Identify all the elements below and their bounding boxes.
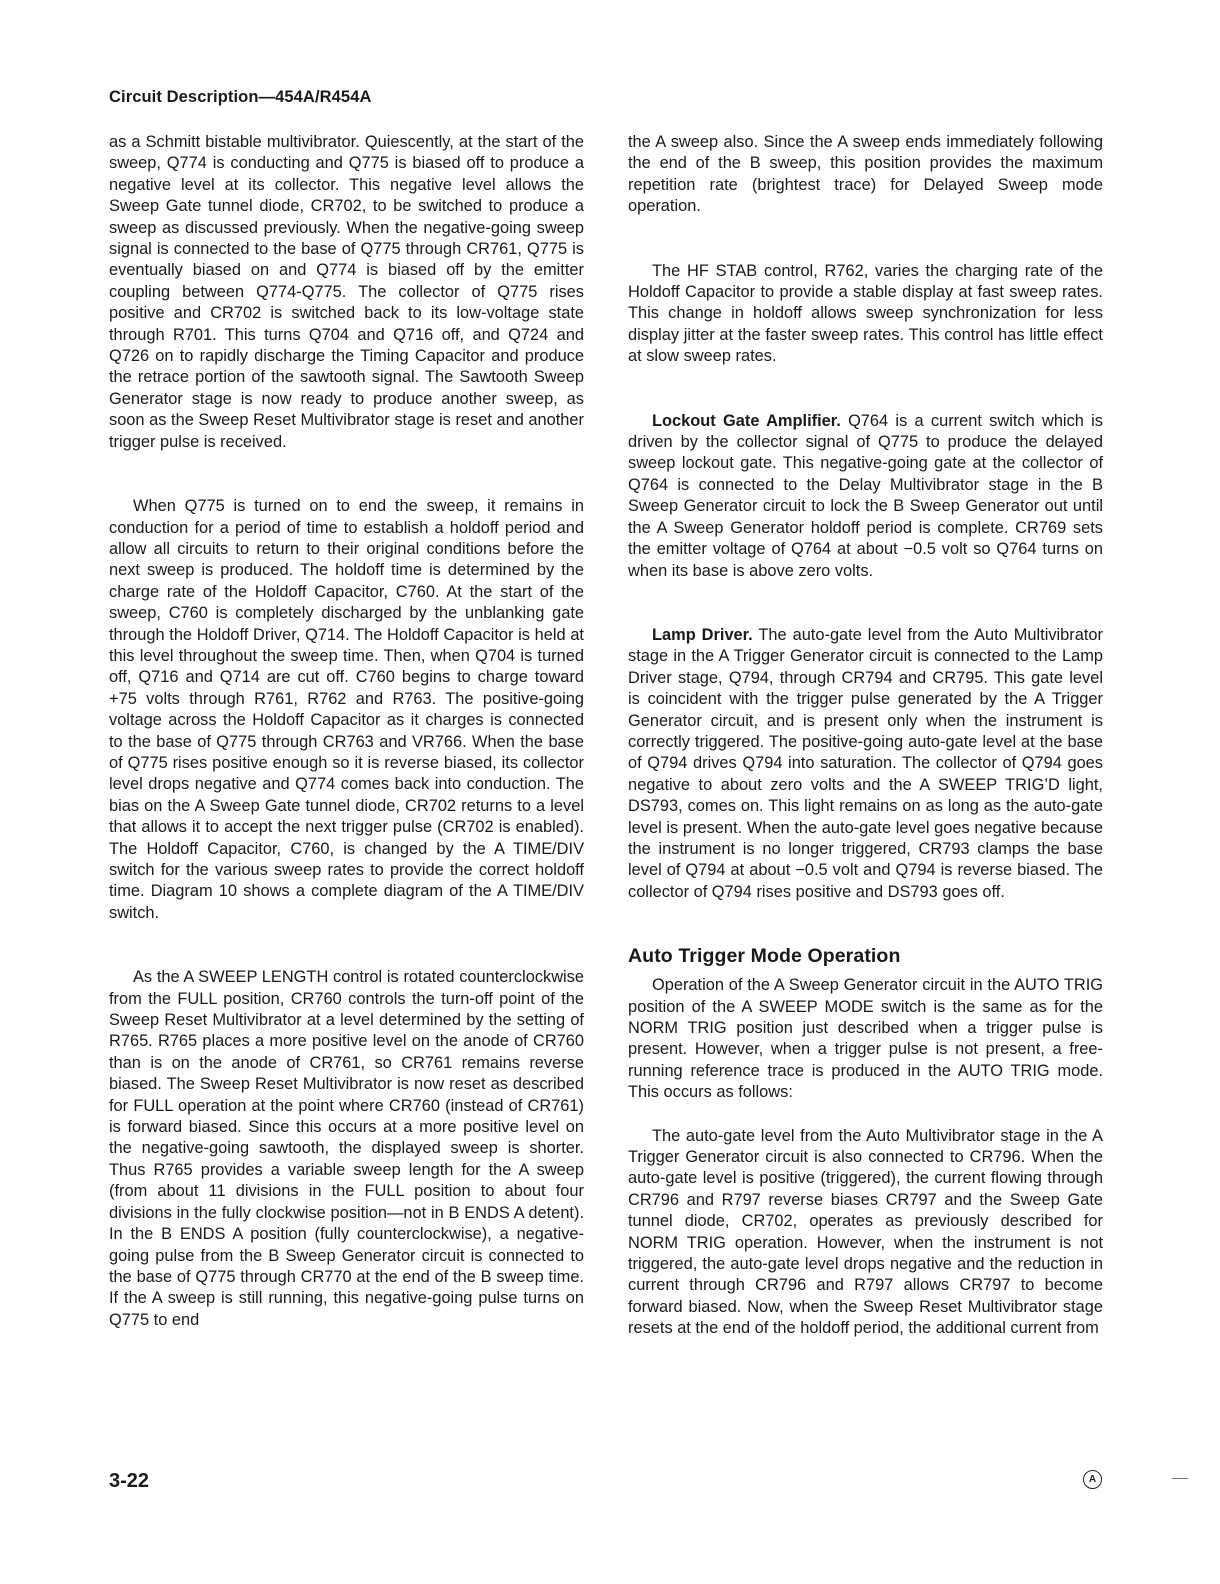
lockout-gate-text: Q764 is a current switch which is driven by the collector signal of Q775 to produce the delayed sweep lockout gate. This negative-going gate at the collector of Q764 is connected to the Delay Multivibrator stage in the B Sweep Generator circuit to lock the B Sweep Generator out until the A Sweep Generator holdoff period is complete. CR769 sets the emitter voltage of Q764 at about −0.5 volt so Q764 turns on when its base is above zero volts.	[628, 411, 1103, 580]
margin-dash	[1172, 1478, 1188, 1479]
lamp-driver-run-in-title: Lamp Driver.	[652, 625, 753, 644]
paragraph-auto-trig-operation: Operation of the A Sweep Generator circuit in the AUTO TRIG position of the A SWEEP MODE switch is the same as for the NORM TRIG position just described when a trigger pulse is present. However, when a trigger pulse is not present, a free-running reference trace is produced in the AUTO TRIG mode. This occurs as follows:	[628, 976, 1103, 1102]
paragraph-lamp-driver	[628, 625, 1103, 903]
revision-mark-icon: A	[1083, 1470, 1102, 1489]
paragraph-hf-stab: The HF STAB control, R762, varies the charging rate of the Holdoff Capacitor to provide a stable display at fast sweep rates. This change in holdoff allows sweep synchronization for less display jitter at the faster sweep rates. This control has little effect at slow sweep rates.	[628, 261, 1103, 366]
page-header: Circuit Description—454A/R454A	[109, 88, 372, 106]
left-column	[109, 132, 584, 1331]
paragraph-sweep-length: As the A SWEEP LENGTH control is rotated counterclockwise from the FULL position, CR760 controls the turn-off point of the Sweep Reset Multivibrator at a level determined by the setting of R765. R765 places a more positive level on the anode of CR760 than is on the anode of CR761, so CR761 remains reverse biased. The Sweep Reset Multivibrator is now reset as described for FULL operation at the point where CR760 (instead of CR761) is forward biased. Since this occurs at a more positive level on the negative-going sawtooth, the displayed sweep is shorter. Thus R765 provides a variable sweep length for the A sweep (from about 11 divisions in the FULL position to about four divisions in the fully clockwise position—not in B ENDS A detent). In the B ENDS A position (fully counterclockwise), a negative-going pulse from the B Sweep Generator circuit is connected to the base of Q775 through CR770 at the end of the B sweep time. If the A sweep is still running, this negative-going pulse turns on Q775 to end	[109, 968, 584, 1329]
paragraph-lockout-gate	[628, 411, 1103, 582]
lockout-gate-run-in-title: Lockout Gate Amplifier.	[652, 411, 841, 430]
paragraph-auto-gate: The auto-gate level from the Auto Multivibrator stage in the A Trigger Generator circuit is also connected to CR796. When the auto-gate level is positive (triggered), the current flowing through CR796 and R797 reverse biases CR797 and the Sweep Gate tunnel diode, CR702, operates as previously described for NORM TRIG operation. However, when the instrument is not triggered, the auto-gate level drops negative and the reduction in current through CR796 and R797 allows CR797 to become forward biased. Now, when the Sweep Reset Multivibrator stage resets at the end of the holdoff period, the additional current from	[628, 1126, 1103, 1338]
right-column	[628, 132, 1103, 1340]
paragraph-a-sweep-continued: the A sweep also. Since the A sweep ends immediately following the end of the B sweep, this position provides the maximum repetition rate (brightest trace) for Delayed Sweep mode operation.	[628, 133, 1103, 216]
lamp-driver-text: The auto-gate level from the Auto Multivibrator stage in the A Trigger Generator circuit is connected to the Lamp Driver stage, Q794, through CR794 and CR795. This gate level is coincident with the trigger pulse generated by the A Trigger Generator circuit, and is present only when the instrument is correctly triggered. The positive-going auto-gate level at the base of Q794 drives Q794 into saturation. The collector of Q794 goes negative to about zero volts and the A SWEEP TRIG’D light, DS793, comes on. This light remains on as long as the auto-gate level is present. When the auto-gate level goes negative because the instrument is no longer triggered, CR793 clamps the base level of Q794 at about −0.5 volt and Q794 is reverse biased. The collector of Q794 rises positive and DS793 goes off.	[628, 625, 1103, 901]
paragraph-holdoff: When Q775 is turned on to end the sweep, it remains in conduction for a period of time to establish a holdoff period and allow all circuits to return to their original conditions before the next sweep is produced. The holdoff time is determined by the charge rate of the Holdoff Capacitor, C760. At the start of the sweep, C760 is completely discharged by the unblanking gate through the Holdoff Driver, Q714. The Holdoff Capacitor is held at this level throughout the sweep time. Then, when Q704 is turned off, Q716 and Q714 are cut off. C760 begins to charge toward +75 volts through R761, R762 and R763. The positive-going voltage across the Holdoff Capacitor as it charges is connected to the base of Q775 through CR763 and VR766. When the base of Q775 rises positive enough so it is reverse biased, its collector level drops negative and Q774 comes back into conduction. The bias on the A Sweep Gate tunnel diode, CR702 returns to a level that allows it to accept the next trigger pulse (CR702 is enabled). The Holdoff Capacitor, C760, is changed by the A TIME/DIV switch for the various sweep rates to provide the correct holdoff time. Diagram 10 shows a complete diagram of the A TIME/DIV switch.	[109, 497, 584, 922]
section-heading-auto-trigger: Auto Trigger Mode Operation	[628, 945, 901, 968]
page-number: 3-22	[109, 1470, 150, 1492]
paragraph-schmitt-multivibrator: as a Schmitt bistable multivibrator. Quiescently, at the start of the sweep, Q774 is conducting and Q775 is biased off to produce a negative level at its collector. This negative level allows the Sweep Gate tunnel diode, CR702, to be switched to produce a sweep as discussed previously. When the negative-going sweep signal is connected to the base of Q775 through CR761, Q775 is eventually biased on and Q774 is biased off by the emitter coupling between Q774-Q775. The collector of Q775 rises positive and CR702 is switched back to its low-voltage state through R701. This turns Q704 and Q716 off, and Q724 and Q726 on to rapidly discharge the Timing Capacitor and produce the retrace portion of the sawtooth signal. The Sawtooth Sweep Generator stage is now ready to produce another sweep, as soon as the Sweep Reset Multivibrator stage is reset and another trigger pulse is received.	[109, 133, 584, 451]
